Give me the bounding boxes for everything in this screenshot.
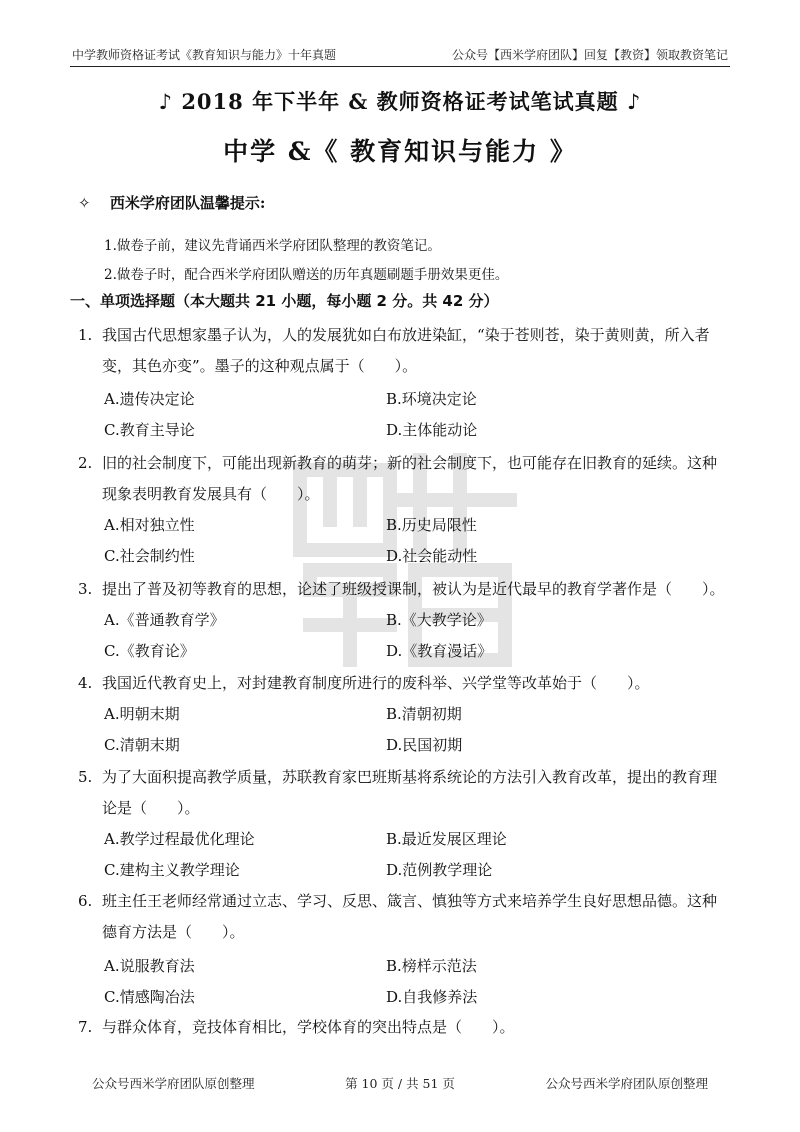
question-text: 我国古代思想家墨子认为，人的发展犹如白布放进染缸，“染于苍则苍，染于黄则黄，所入者变，其色亦变”。墨子的这种观点属于（ ）。 bbox=[102, 326, 710, 375]
diamond-icon: ✧ bbox=[78, 194, 91, 212]
option-b: B.《大教学论》 bbox=[386, 611, 492, 629]
option-b: B.榜样示范法 bbox=[386, 957, 477, 975]
question-number: 5. bbox=[78, 768, 93, 786]
page-number: 第 10 页 / 共 51 页 bbox=[345, 1076, 455, 1091]
document-title: ♪ 2018 年下半年 & 教师资格证考试笔试真题 ♪ bbox=[158, 89, 642, 114]
tips-heading bbox=[78, 192, 265, 213]
question-text: 与群众体育，竞技体育相比，学校体育的突出特点是（ ）。 bbox=[102, 1018, 515, 1036]
option-a: A.相对独立性 bbox=[104, 516, 195, 534]
question-stem bbox=[78, 1012, 730, 1043]
question-text: 提出了普及初等教育的思想，论述了班级授课制，被认为是近代最早的教育学著作是（ ）。 bbox=[102, 580, 725, 598]
tip-item: 1.做卷子前，建议先背诵西米学府团队整理的教资笔记。 bbox=[104, 238, 441, 254]
question-stem bbox=[78, 320, 730, 382]
option-c: C.社会制约性 bbox=[104, 547, 195, 565]
question-number: 1. bbox=[78, 326, 93, 344]
option-a: A.教学过程最优化理论 bbox=[104, 830, 255, 848]
question-text: 班主任王老师经常通过立志、学习、反思、箴言、慎独等方式来培养学生良好思想品德。这种德育方法是（ ）。 bbox=[102, 892, 718, 941]
question-number: 6. bbox=[78, 892, 93, 910]
option-c: C.教育主导论 bbox=[104, 421, 195, 439]
footer-right-text: 公众号西米学府团队原创整理 bbox=[545, 1076, 708, 1091]
option-b: B.最近发展区理论 bbox=[386, 830, 507, 848]
question-text: 旧的社会制度下，可能出现新教育的萌芽；新的社会制度下，也可能存在旧教育的延续。这种现象表明教育发展具有（ ）。 bbox=[102, 454, 718, 503]
header-left-text: 中学教师资格证考试《教育知识与能力》十年真题 bbox=[72, 48, 337, 62]
option-b: B.历史局限性 bbox=[386, 516, 477, 534]
option-c: C.《教育论》 bbox=[104, 642, 195, 660]
question-stem bbox=[78, 762, 730, 824]
option-c: C.情感陶冶法 bbox=[104, 988, 195, 1006]
question-number: 4. bbox=[78, 674, 93, 692]
header-right-text: 公众号【西米学府团队】回复【教资】领取教资笔记 bbox=[451, 48, 728, 62]
question-stem bbox=[78, 574, 730, 605]
option-d: D.民国初期 bbox=[386, 736, 463, 754]
question-stem bbox=[78, 448, 730, 510]
question-number: 2. bbox=[78, 454, 93, 472]
option-d: D.社会能动性 bbox=[386, 547, 478, 565]
page-header bbox=[70, 40, 730, 67]
question-stem bbox=[78, 668, 730, 699]
option-a: A.说服教育法 bbox=[104, 957, 195, 975]
option-c: C.清朝末期 bbox=[104, 736, 180, 754]
option-a: A.遗传决定论 bbox=[104, 390, 195, 408]
question-text: 我国近代教育史上，对封建教育制度所进行的废科举、兴学堂等改革始于（ ）。 bbox=[102, 674, 650, 692]
footer-left-text: 公众号西米学府团队原创整理 bbox=[92, 1076, 255, 1091]
option-a: A.明朝末期 bbox=[104, 705, 180, 723]
section-heading: 一、单项选择题（本大题共 21 小题，每小题 2 分。共 42 分） bbox=[70, 292, 499, 310]
question-text: 为了大面积提高教学质量，苏联教育家巴班斯基将系统论的方法引入教育改革，提出的教育理论是（ ）。 bbox=[102, 768, 718, 817]
question-stem bbox=[78, 886, 730, 948]
option-c: C.建构主义教学理论 bbox=[104, 861, 240, 879]
option-d: D.《教育漫话》 bbox=[386, 642, 493, 660]
option-d: D.主体能动论 bbox=[386, 421, 478, 439]
tips-heading-text: 西米学府团队温馨提示: bbox=[109, 194, 266, 212]
document-subtitle: 中学 &《 教育知识与能力 》 bbox=[223, 137, 577, 166]
option-b: B.环境决定论 bbox=[386, 390, 477, 408]
question-number: 7. bbox=[78, 1018, 93, 1036]
page-footer bbox=[0, 1074, 800, 1094]
option-a: A.《普通教育学》 bbox=[104, 611, 225, 629]
option-d: D.自我修养法 bbox=[386, 988, 478, 1006]
option-b: B.清朝初期 bbox=[386, 705, 462, 723]
question-number: 3. bbox=[78, 580, 93, 598]
tip-item: 2.做卷子时，配合西米学府团队赠送的历年真题刷题手册效果更佳。 bbox=[104, 267, 509, 283]
option-d: D.范例教学理论 bbox=[386, 861, 493, 879]
